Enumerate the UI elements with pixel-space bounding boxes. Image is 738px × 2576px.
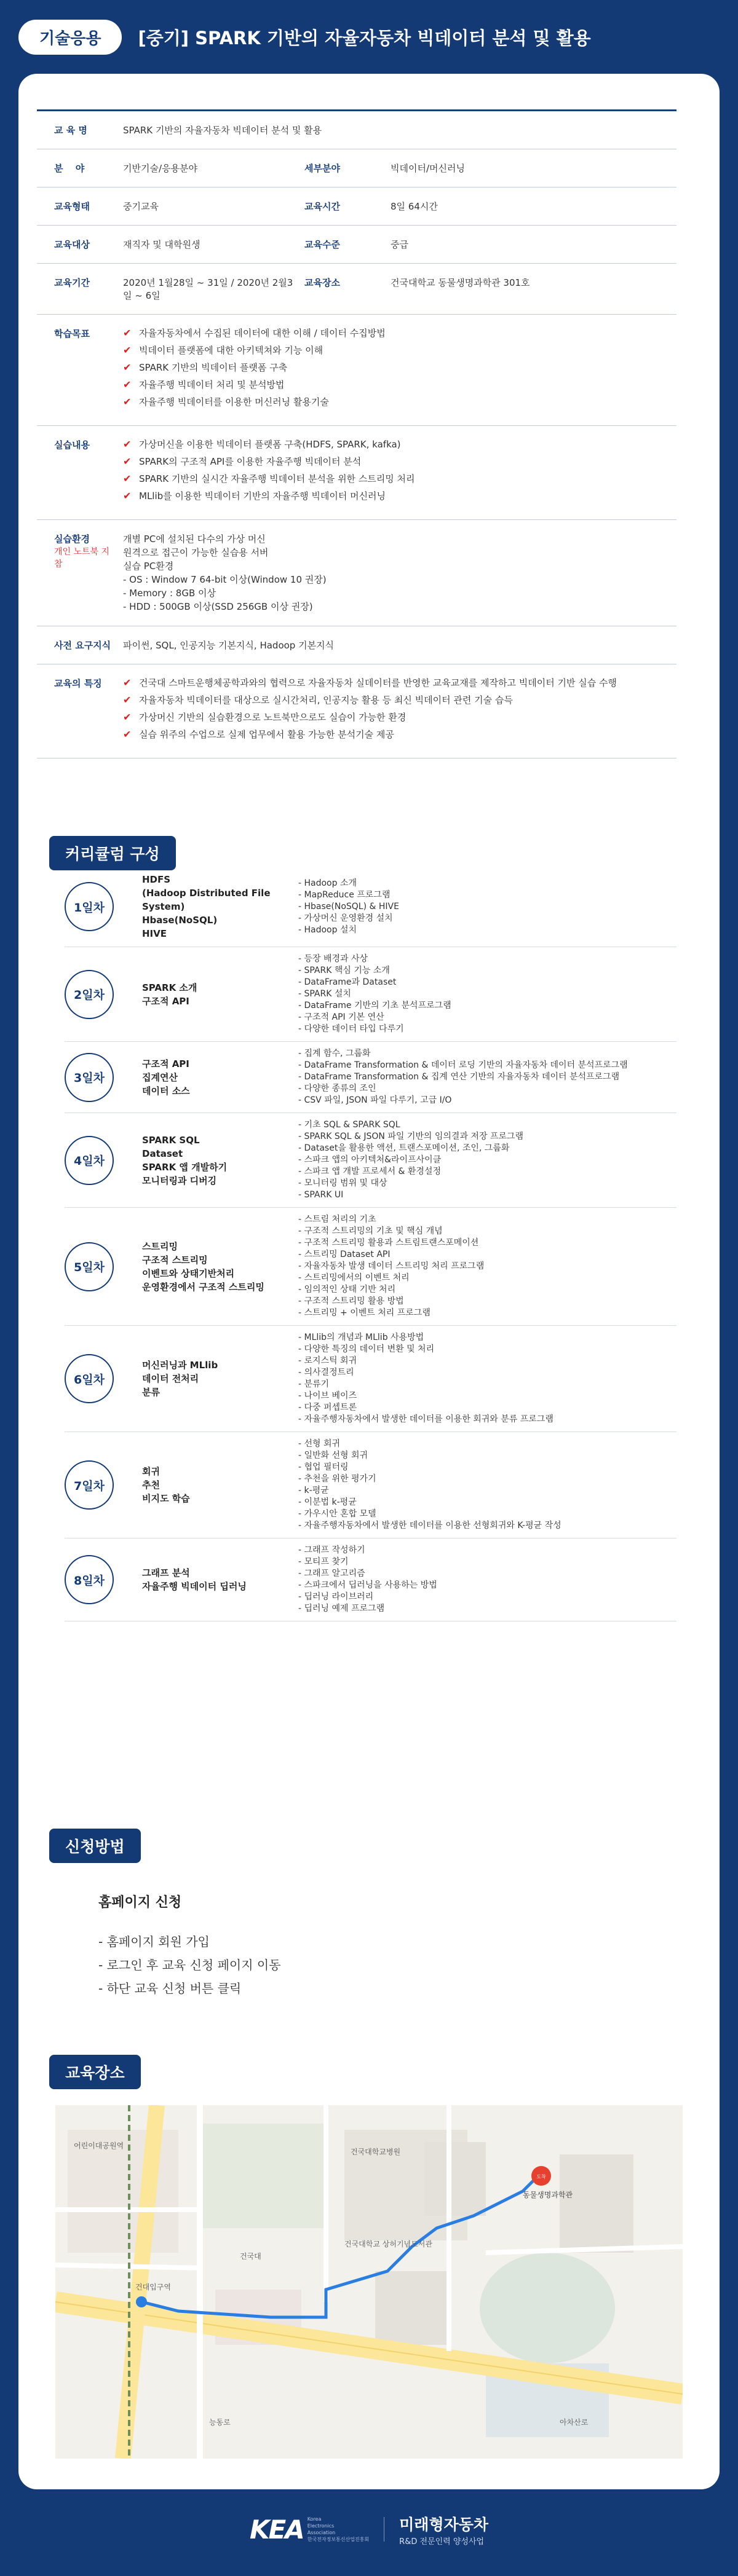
list-item: ✔ 자율자동차에서 수집된 데이터에 대한 이해 / 데이터 수집방법 bbox=[123, 327, 386, 339]
label-prereq: 사전 요구지식 bbox=[54, 640, 111, 651]
curriculum-row bbox=[65, 1326, 676, 1432]
apply-step: - 홈페이지 회원 가입 bbox=[98, 1934, 210, 1949]
row-course-name bbox=[37, 109, 676, 149]
list-item: ✔ SPARK 기반의 빅데이터 플랫폼 구축 bbox=[123, 361, 288, 373]
map-label: 능동로 bbox=[209, 2418, 231, 2427]
check-icon: ✔ bbox=[123, 327, 132, 339]
label-field: 분 야 bbox=[54, 163, 85, 174]
list-item: ✔ SPARK의 구조적 API를 이용한 자율주행 빅데이터 분석 bbox=[123, 455, 362, 467]
list-item: ✔ SPARK 기반의 실시간 자율주행 빅데이터 분석을 위한 스트리밍 처리 bbox=[123, 473, 415, 484]
row-form bbox=[37, 187, 676, 226]
check-icon: ✔ bbox=[123, 473, 132, 484]
list-item: ✔ 자율자동차 빅데이터를 대상으로 실시간처리, 인공지능 활용 등 최신 빅데이터 관련 기술 습득 bbox=[123, 694, 513, 706]
label-sub-field: 세부분야 bbox=[304, 163, 340, 174]
day-badge: 5일차 bbox=[65, 1242, 114, 1291]
header-bar bbox=[0, 0, 738, 74]
apply-step: - 로그인 후 교육 신청 페이지 이동 bbox=[98, 1958, 281, 1972]
info-table bbox=[37, 109, 676, 758]
label-goals: 학습목표 bbox=[54, 328, 90, 339]
row-period bbox=[37, 264, 676, 315]
check-icon: ✔ bbox=[123, 361, 132, 373]
day-topic: SPARK 소개 구조적 API bbox=[142, 982, 197, 1007]
apply-subtitle: 홈페이지 신청 bbox=[98, 1895, 182, 1910]
map-label: 건국대 bbox=[240, 2252, 261, 2261]
row-target bbox=[37, 226, 676, 264]
category-badge: 기술응용 bbox=[18, 20, 122, 55]
curriculum-row bbox=[65, 947, 676, 1042]
day-topic: SPARK SQL Dataset SPARK 앱 개발하기 모니터링과 디버깅 bbox=[142, 1134, 228, 1186]
practice-list bbox=[123, 438, 670, 502]
apply-title: 신청방법 bbox=[49, 1829, 141, 1863]
check-icon: ✔ bbox=[123, 694, 132, 706]
row-field bbox=[37, 149, 676, 187]
footer-subtitle: R&D 전문인력 양성사업 bbox=[399, 2537, 485, 2546]
list-item: ✔ 자율주행 빅데이터 처리 및 분석방법 bbox=[123, 379, 285, 390]
label-features: 교육의 특징 bbox=[54, 678, 102, 689]
day-topic: 구조적 API 집계연산 데이터 소스 bbox=[142, 1058, 190, 1097]
map-label: 건국대학교병원 bbox=[351, 2148, 401, 2156]
list-item: ✔ MLlib를 이용한 빅데이터 기반의 자율주행 빅데이터 머신러닝 bbox=[123, 490, 386, 502]
curriculum-title: 커리큘럼 구성 bbox=[49, 836, 176, 870]
curriculum-list bbox=[65, 867, 676, 1621]
day-topic: 머신러닝과 MLlib 데이터 전처리 분류 bbox=[142, 1360, 218, 1398]
day-topic: HDFS (Hadoop Distributed File System) Hbase(NoSQL) HIVE bbox=[142, 874, 271, 939]
day-details: - 그래프 작성하기 - 모티프 찾기 - 그래프 알고리즘 - 스파크에서 딥러닝을 사용하는 방법 - 딥러닝 라이브러리 - 딥러닝 예제 프로그램 bbox=[298, 1545, 437, 1613]
day-badge: 2일차 bbox=[65, 970, 114, 1019]
location-map[interactable] bbox=[55, 2105, 683, 2459]
list-item: ✔ 건국대 스마트운행체공학과와의 협력으로 자율자동차 실데이터를 반영한 교육교재를 제작하고 빅데이터 기반 실습 수행 bbox=[123, 677, 617, 688]
label-env: 실습환경 bbox=[54, 534, 90, 545]
map-label: 어린이대공원역 bbox=[74, 2141, 124, 2150]
map-label: 건국대학교 상허기념도서관 bbox=[344, 2240, 432, 2248]
value-place: 건국대학교 동물생명과학관 301호 bbox=[391, 277, 530, 288]
start-marker bbox=[136, 2296, 147, 2307]
day-badge: 7일차 bbox=[65, 1460, 114, 1510]
day-details: - 기초 SQL & SPARK SQL - SPARK SQL & JSON 파일 기반의 임의결과 저장 프로그램 - Dataset을 활용한 액션, 트랜스포메이션, 조인, 그룹화 - 스파크 앱의 아키텍처&라이프사이클 - 스파크 앱 개발 프로세서 & 환경설정 - 모니터링 범위 및 대상 - SPARK UI bbox=[298, 1120, 524, 1200]
label-form: 교육형태 bbox=[54, 201, 90, 212]
day-badge: 6일차 bbox=[65, 1354, 114, 1403]
footer bbox=[0, 2495, 738, 2563]
label-level: 교육수준 bbox=[304, 239, 340, 250]
day-details: - 등장 배경과 사상 - SPARK 핵심 기능 소개 - DataFrame과 Dataset - SPARK 설치 - DataFrame 기반의 기초 분석프로그램 - 구조적 API 기본 연산 - 다양한 데이터 타입 다루기 bbox=[298, 954, 451, 1034]
check-icon: ✔ bbox=[123, 728, 132, 740]
value-period: 2020년 1월28일 ~ 31일 / 2020년 2월3일 ~ 6일 bbox=[123, 277, 293, 301]
check-icon: ✔ bbox=[123, 490, 132, 502]
map-label: 건대입구역 bbox=[135, 2283, 171, 2291]
location-title: 교육장소 bbox=[49, 2055, 141, 2089]
value-prereq: 파이썬, SQL, 인공지능 기본지식, Hadoop 기본지식 bbox=[123, 640, 335, 651]
check-icon: ✔ bbox=[123, 711, 132, 723]
env-note: 개인 노트북 지참 bbox=[54, 547, 110, 569]
check-icon: ✔ bbox=[123, 396, 132, 408]
map-graphic bbox=[55, 2105, 683, 2459]
row-features bbox=[37, 664, 676, 758]
map-label: 아차산로 bbox=[560, 2418, 589, 2427]
apply-steps bbox=[98, 1930, 281, 2000]
value-level: 중급 bbox=[391, 239, 408, 250]
check-icon: ✔ bbox=[123, 379, 132, 390]
features-list bbox=[123, 677, 670, 741]
list-item: ✔ 가상머신 기반의 실습환경으로 노트북만으로도 실습이 가능한 환경 bbox=[123, 711, 407, 723]
label-place: 교육장소 bbox=[304, 277, 340, 288]
curriculum-row bbox=[65, 1208, 676, 1326]
map-label: 동물생명과학관 bbox=[523, 2191, 573, 2199]
value-hours: 8일 64시간 bbox=[391, 201, 438, 212]
day-details: - 집계 함수, 그룹화 - DataFrame Transformation & 데이터 로딩 기반의 자율자동차 데이터 분석프로그램 - DataFrame Transformation & 집계 연산 기반의 자율자동차 데이터 분석프로그램 - 다양한 종류의 조인 - CSV 파일, JSON 파일 다루기, 고급 I/O bbox=[298, 1049, 628, 1105]
curriculum-row bbox=[65, 867, 676, 947]
value-target: 재직자 및 대학원생 bbox=[123, 239, 200, 250]
list-item: ✔ 실습 위주의 수업으로 실제 업무에서 활용 가능한 분석기술 제공 bbox=[123, 728, 394, 740]
day-topic: 회귀 추천 비지도 학습 bbox=[142, 1466, 190, 1504]
day-details: - MLlib의 개념과 MLlib 사용방법 - 다양한 특징의 데이터 변환 및 처리 - 로지스틱 회귀 - 의사결정트리 - 분류기 - 나이브 베이즈 - 다중 퍼셉트론 - 자율주행자동차에서 발생한 데이터를 이용한 회귀와 분류 프로그램 bbox=[298, 1333, 554, 1424]
label-course-name: 교 육 명 bbox=[54, 125, 87, 136]
curriculum-row bbox=[65, 1042, 676, 1113]
value-form: 중기교육 bbox=[123, 201, 159, 212]
list-item: ✔ 빅데이터 플랫폼에 대한 아키텍쳐와 기능 이해 bbox=[123, 344, 323, 356]
day-details: - 스트림 처리의 기초 - 구조적 스트리밍의 기초 및 핵심 개념 - 구조적 스트리밍 활용과 스트림트랜스포메이션 - 스트리밍 Dataset API - 자율자동차 발생 데이터 스트리밍 처리 프로그램 - 스트리밍에서의 이벤트 처리 - 임의적인 상태 기반 처리 - 구조적 스트리밍 활용 방법 - 스트리밍 + 이벤트 처리 프로그램 bbox=[298, 1215, 485, 1318]
check-icon: ✔ bbox=[123, 344, 132, 356]
goals-list bbox=[123, 327, 670, 408]
row-prereq bbox=[37, 626, 676, 664]
day-details: - Hadoop 소개 - MapReduce 프로그램 - Hbase(NoSQL) & HIVE - 가상머신 운영환경 설치 - Hadoop 설치 bbox=[298, 878, 399, 935]
apply-step: - 하단 교육 신청 버튼 클릭 bbox=[98, 1981, 242, 1996]
kea-logo-sub: Korea Electronics Association 한국전자정보통신산업진흥회 bbox=[307, 2516, 370, 2542]
value-course-name: SPARK 기반의 자율자동차 빅데이터 분석 및 활용 bbox=[123, 125, 322, 136]
day-topic: 그래프 분석 자율주행 빅데이터 딥러닝 bbox=[142, 1567, 247, 1592]
footer-title: 미래형자동차 bbox=[399, 2515, 489, 2534]
day-badge: 3일차 bbox=[65, 1053, 114, 1102]
day-badge: 4일차 bbox=[65, 1136, 114, 1185]
curriculum-row bbox=[65, 1113, 676, 1208]
curriculum-row bbox=[65, 1538, 676, 1621]
value-field: 기반기술/응용분야 bbox=[123, 163, 197, 174]
kea-logo: KEA bbox=[249, 2514, 304, 2545]
curriculum-row bbox=[65, 1432, 676, 1538]
day-badge: 1일차 bbox=[65, 882, 114, 931]
check-icon: ✔ bbox=[123, 455, 132, 467]
row-env bbox=[37, 520, 676, 626]
label-target: 교육대상 bbox=[54, 239, 90, 250]
value-sub-field: 빅데이터/머신러닝 bbox=[391, 163, 465, 174]
check-icon: ✔ bbox=[123, 438, 132, 450]
label-period: 교육기간 bbox=[54, 277, 90, 288]
day-details: - 선형 회귀 - 일반화 선형 회귀 - 협업 필터링 - 추천을 위한 평가기 - k-평균 - 이분법 k-평균 - 가우시안 혼합 모델 - 자율주행자동차에서 발생한 데이터를 이용한 선형회귀와 K-평균 작성 bbox=[298, 1439, 561, 1530]
label-hours: 교육시간 bbox=[304, 201, 340, 212]
list-item: ✔ 가상머신을 이용한 빅데이터 플랫폼 구축(HDFS, SPARK, kafka) bbox=[123, 438, 401, 450]
row-practice bbox=[37, 426, 676, 520]
list-item: ✔ 자율주행 빅데이터를 이용한 머신러닝 활용기술 bbox=[123, 396, 329, 408]
env-details: 개별 PC에 설치된 다수의 가상 머신 원격으로 접근이 가능한 실습용 서버 실습 PC환경 - OS : Window 7 64-bit 이상(Window 10 권장) - Memory : 8GB 이상 - HDD : 500GB 이상(SSD 256GB 이상 권장) bbox=[123, 534, 327, 612]
day-topic: 스트리밍 구조적 스트리밍 이벤트와 상태기반처리 운영환경에서 구조적 스트리밍 bbox=[142, 1240, 264, 1293]
svg-text:도착: 도착 bbox=[536, 2174, 546, 2180]
day-badge: 8일차 bbox=[65, 1555, 114, 1604]
row-goals bbox=[37, 315, 676, 426]
check-icon: ✔ bbox=[123, 677, 132, 688]
label-practice: 실습내용 bbox=[54, 439, 90, 451]
page-title: [중기] SPARK 기반의 자율자동차 빅데이터 분석 및 활용 bbox=[138, 27, 591, 49]
